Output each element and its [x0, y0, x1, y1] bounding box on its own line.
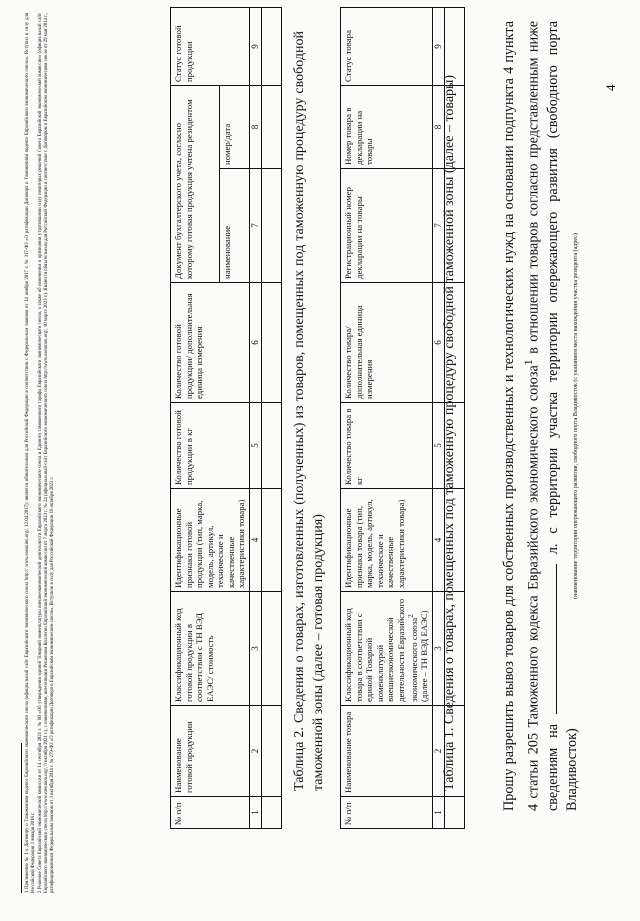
column-number: 1 [432, 797, 444, 829]
table2-header: Документ бухгалтерского учета, согласно которому готовая продукция учтена резидентом [171, 85, 220, 282]
table2-empty-row [261, 7, 281, 828]
table2-header: Классификационный код готовой продукции в соответствии с ТН ВЭД ЕАЭС/ стоимость [171, 592, 250, 706]
footnote-1: 1 Приложение № 1 к Договору о Таможенном кодексе Евразийского экономического союза (официальный сайт Евразийского экономического союза http:// www.eaeunion.org/, 12.04.2017); является обязательным для Российской Федерации в соответствии с Федеральным законом от 14 ноября 2017 г. № 317-ФЗ «О ратификации Договора о Таможенном кодексе Евразийского экономического союза». Вступил в силу для Российской Федерации 1 января 2018 г. [25, 13, 36, 893]
column-number: 4 [432, 489, 444, 592]
table2-header: Количество готовой продукции/ дополнительная единица измерения [171, 283, 250, 403]
empty-cell[interactable] [261, 797, 281, 829]
column-number: 3 [432, 592, 444, 706]
column-number: 2 [432, 706, 444, 797]
empty-cell[interactable] [444, 592, 464, 706]
column-number: 7 [432, 169, 444, 283]
table1-header: Статус товара [341, 8, 433, 86]
empty-cell[interactable] [261, 283, 281, 403]
empty-cell[interactable] [444, 489, 464, 592]
table2-header: Количество готовой продукции в кг [171, 403, 250, 489]
table2-header: Наименование готовой продукции [171, 706, 250, 797]
empty-cell[interactable] [261, 592, 281, 706]
table2-subheader: наименование [220, 169, 249, 283]
page-number: 4 [603, 84, 618, 91]
footnotes [25, 13, 57, 893]
column-number: 9 [432, 8, 444, 86]
table2-header: Статус готовой продукции [171, 7, 250, 85]
table1-header: Количество товара/ дополнительная единица измерения [341, 283, 433, 403]
column-number: 2 [249, 706, 261, 797]
footnote-ref-2: 2 [406, 614, 415, 618]
empty-cell[interactable] [261, 169, 281, 283]
empty-cell[interactable] [261, 489, 281, 592]
footnote-2: 2 Решение Совета Евразийской экономической комиссии от 14 сентября 2021 г. № 80 «Об утверждении единой Товарной номенклатуры внешнеэкономической деятельности Евразийского экономического союза и Единого таможенного тарифа Евразийского экономического союза, а также об изменении и признании утратившими силу некоторых решений Совета Евразийской экономической комиссии» (официальный сайт Евразийского экономического союза http://www.eaeunion.org/, 6 октября 2021 г.), с изменениями, внесенными Решением Коллегии Евразийской экономической комиссии от 7 марта 2023 г. № 24 (официальный сайт Евразийского экономического союза http://www.eaeunion.org/, 10 марта 2023 г.). Является обязательным для Российской Федерации в соответствии с Договором о Евразийском экономическом союзе от 29 мая 2014 г., ратифицированным Федеральным законом от 3 октября 2014 г. № 279-ФЗ «О ратификации Договора о Евразийском экономическом союзе». Вступило в силу для Российской Федерации 16 октября 2021 г. [38, 13, 55, 893]
footnote-ref-1: 1 [521, 359, 535, 366]
table1-header: Номер товара в декларации на товары [341, 86, 433, 169]
blank-line[interactable] [545, 564, 557, 714]
table1-header: № п/п [341, 797, 433, 829]
empty-cell[interactable] [444, 797, 464, 829]
column-number: 6 [249, 283, 261, 403]
column-number: 7 [249, 169, 261, 283]
table1-header-text: Классификационный код товара в соответствии с единой Товарной номенклатурой внешнеэкономической деятельности Евразийского экономического союза [343, 598, 419, 702]
empty-cell[interactable] [444, 86, 464, 169]
column-number: 3 [249, 592, 261, 706]
table1 [340, 7, 465, 829]
column-number: 5 [432, 403, 444, 489]
column-number: 5 [249, 403, 261, 489]
request-text-2: в отношении товаров согласно представленным ниже сведениям на [525, 21, 561, 811]
column-number: 9 [249, 7, 261, 85]
table2-header: Идентификационные признаки готовой продукции (тип, марка, модель, артикул, технические и качественные характеристики товара) [171, 489, 250, 592]
table2-number-row [249, 7, 261, 828]
empty-cell[interactable] [444, 169, 464, 283]
table2-header: № п/п [171, 797, 250, 829]
empty-cell[interactable] [261, 706, 281, 797]
table1-caption: Таблица 1. Сведения о товарах, помещенных под таможенную процедуру свободной таможенной зоны (далее – товары) [442, 74, 457, 791]
empty-cell[interactable] [444, 403, 464, 489]
table1-header [341, 592, 433, 706]
column-number: 8 [249, 85, 261, 168]
request-text-1: Прошу разрешить вывоз товаров для собственных производственных и технологических нужд на основании подпункта 4 пункта 4 статьи 205 Таможенного кодекса Евразийского экономического союза [501, 21, 542, 811]
column-number: 8 [432, 86, 444, 169]
table1-number-row [432, 8, 444, 829]
empty-cell[interactable] [444, 8, 464, 86]
empty-cell[interactable] [261, 85, 281, 168]
footnote-separator [21, 743, 22, 893]
empty-cell[interactable] [261, 403, 281, 489]
table1-header: Наименование товара [341, 706, 433, 797]
table1-header: Регистрационный номер декларации на товары [341, 169, 433, 283]
column-number: 1 [249, 797, 261, 829]
table2-caption: Таблица 2. Сведения о товарах, изготовленных (полученных) из товаров, помещенных под таможенную процедуру свободной таможенной зоны (далее – готовая продукция) [292, 31, 326, 791]
territory-note: (наименование территории опережающего развития, свободного порта Владивосток (с указанием места нахождения участка резидента (адрес) [573, 233, 579, 599]
table1-empty-row [444, 8, 464, 829]
table1-header: Идентификационные признаки товара (тип, марка, модель, артикул, технические и качественные характеристики товара) [341, 489, 433, 592]
request-text-3: л. с территории участка территории опережающего развития (свободного порта Владивосток) [544, 20, 580, 811]
request-paragraph [500, 21, 582, 811]
column-number: 6 [432, 283, 444, 403]
empty-cell[interactable] [261, 7, 281, 85]
table1-header: Количество товара в кг [341, 403, 433, 489]
empty-cell[interactable] [444, 706, 464, 797]
column-number: 4 [249, 489, 261, 592]
table1-header-suffix: (далее – ТН ВЭД ЕАЭС) [419, 610, 430, 702]
table2-subheader: номер/дата [220, 85, 249, 168]
empty-cell[interactable] [444, 283, 464, 403]
table2 [170, 7, 282, 829]
table2-header-row [171, 7, 220, 828]
table1-header-row [341, 8, 433, 829]
